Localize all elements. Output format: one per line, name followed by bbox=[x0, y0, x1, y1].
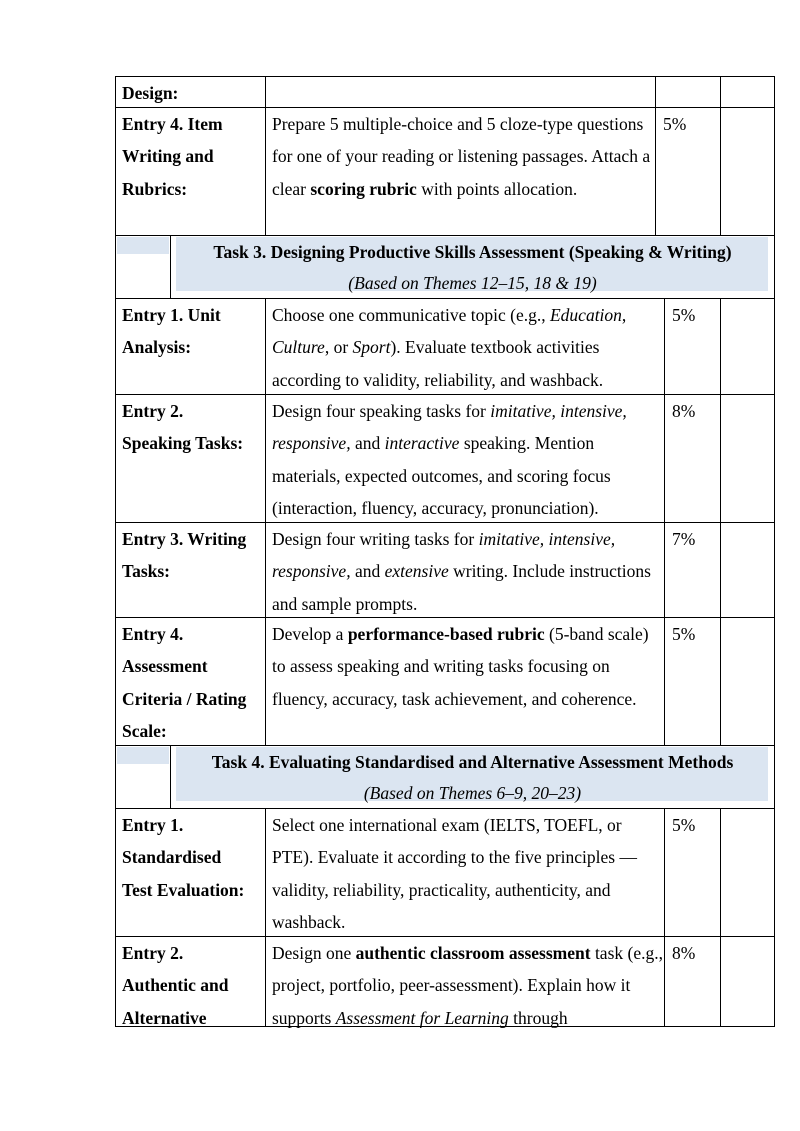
entry-label: Entry 1. Unit Analysis: bbox=[122, 305, 221, 358]
text-run: Develop a bbox=[272, 624, 348, 644]
text-run: task (e.g., project, portfolio, peer-assessment). Explain how it supports bbox=[272, 943, 663, 1028]
entry-description bbox=[265, 298, 664, 394]
row-right-border bbox=[774, 394, 775, 522]
text-run: speaking. Mention materials, expected outcomes, and scoring focus (interaction, fluency, accuracy, pronunciation). bbox=[272, 433, 611, 518]
text-run: writing. Include instructions and sample prompts. bbox=[272, 561, 651, 614]
task-title: Task 4. Evaluating Standardised and Alternative Assessment Methods bbox=[211, 752, 734, 772]
shaded-cell bbox=[117, 747, 169, 764]
bold-text: scoring rubric bbox=[310, 178, 417, 199]
table-row bbox=[115, 522, 775, 617]
row-left-border bbox=[115, 745, 116, 808]
row-right-border bbox=[774, 808, 775, 936]
column-divider bbox=[720, 936, 721, 1026]
bold-text: performance-based rubric bbox=[347, 624, 545, 644]
entry-label: Entry 2. Authentic and Alternative bbox=[122, 943, 229, 1028]
column-divider bbox=[720, 298, 721, 394]
text-run: through bbox=[508, 1007, 568, 1028]
entry-label: Design: bbox=[122, 83, 179, 103]
text-run: and bbox=[350, 561, 385, 582]
italic-text: interactive bbox=[384, 433, 460, 454]
entry-description bbox=[265, 936, 664, 1026]
entry-label: Entry 2. Speaking Tasks: bbox=[122, 401, 244, 454]
shaded-cell bbox=[117, 237, 169, 254]
weight-percentage: 5% bbox=[672, 815, 696, 835]
entry-description bbox=[265, 107, 655, 235]
entry-description bbox=[265, 522, 664, 617]
column-divider bbox=[720, 617, 721, 745]
task-subtitle: (Based on Themes 12–15, 18 & 19) bbox=[348, 273, 597, 293]
text-run: Select one international exam (IELTS, TOEFL, or PTE). Evaluate it according to the five principles — validity, reliability, practicality, authenticity, and washback. bbox=[272, 815, 637, 932]
text-run: , bbox=[621, 305, 627, 325]
entry-description bbox=[265, 394, 664, 522]
weight-percentage: 7% bbox=[672, 529, 696, 549]
entry-label: Entry 4. Assessment Criteria / Rating Scale: bbox=[122, 624, 247, 741]
entry-label: Entry 4. Item Writing and Rubrics: bbox=[122, 114, 223, 199]
italic-text: Sport bbox=[352, 337, 391, 358]
table-row bbox=[115, 617, 775, 745]
row-right-border bbox=[774, 617, 775, 745]
table-row bbox=[115, 936, 775, 1026]
column-divider bbox=[720, 522, 721, 617]
table-row bbox=[115, 298, 775, 394]
task-heading-row bbox=[115, 745, 775, 808]
entry-description bbox=[265, 617, 664, 745]
entry-label: Entry 1. Standardised Test Evaluation: bbox=[122, 815, 245, 900]
task-heading-row bbox=[115, 235, 775, 298]
row-right-border bbox=[774, 107, 775, 235]
table-row bbox=[115, 394, 775, 522]
entry-description bbox=[265, 76, 655, 107]
weight-percentage: 5% bbox=[672, 305, 696, 325]
text-run: Design four speaking tasks for bbox=[272, 401, 491, 421]
table-row bbox=[115, 808, 775, 936]
text-run: Prepare 5 multiple-choice and 5 cloze-type questions for one of your reading or listening passages. Attach a clear bbox=[272, 114, 651, 199]
row-right-border bbox=[774, 522, 775, 617]
weight-percentage: 8% bbox=[672, 401, 696, 421]
italic-text: Assessment for Learning bbox=[335, 1007, 509, 1028]
task-title: Task 3. Designing Productive Skills Assessment (Speaking & Writing) bbox=[213, 242, 732, 262]
row-right-border bbox=[774, 936, 775, 1026]
weight-percentage: 5% bbox=[672, 624, 696, 644]
text-run: Design four writing tasks for bbox=[272, 529, 479, 549]
text-run: with points allocation. bbox=[416, 178, 578, 199]
text-run: , or bbox=[324, 337, 353, 358]
text-run: Choose one communicative topic (e.g., bbox=[272, 305, 550, 325]
table-row bbox=[115, 107, 775, 235]
weight-percentage: 5% bbox=[663, 114, 687, 134]
italic-text: extensive bbox=[384, 561, 449, 582]
entry-label: Entry 3. Writing Tasks: bbox=[122, 529, 247, 582]
weight-percentage bbox=[655, 76, 720, 107]
task-subtitle: (Based on Themes 6–9, 20–23) bbox=[363, 783, 582, 803]
italic-text: Culture bbox=[272, 337, 325, 358]
row-right-border bbox=[774, 298, 775, 394]
weight-percentage: 8% bbox=[672, 943, 696, 963]
italic-text: imitative, intensive, responsive, bbox=[272, 529, 616, 582]
row-right-border bbox=[774, 76, 775, 107]
column-divider bbox=[720, 107, 721, 235]
text-run: and bbox=[350, 433, 385, 454]
text-run: ). Evaluate textbook activities according to validity, reliability, and washback. bbox=[272, 337, 604, 390]
bold-text: authentic classroom assessment bbox=[355, 943, 591, 963]
row-left-border bbox=[115, 235, 116, 298]
column-divider bbox=[720, 394, 721, 522]
table-row bbox=[115, 76, 775, 107]
italic-text: Education bbox=[549, 305, 622, 325]
italic-text: imitative, intensive, responsive, bbox=[272, 401, 627, 454]
column-divider bbox=[720, 808, 721, 936]
entry-description bbox=[265, 808, 664, 936]
text-run: Design one bbox=[272, 943, 356, 963]
column-divider bbox=[720, 76, 721, 107]
text-run: (5-band scale) to assess speaking and writing tasks focusing on fluency, accuracy, task achievement, and coherence. bbox=[272, 624, 649, 709]
